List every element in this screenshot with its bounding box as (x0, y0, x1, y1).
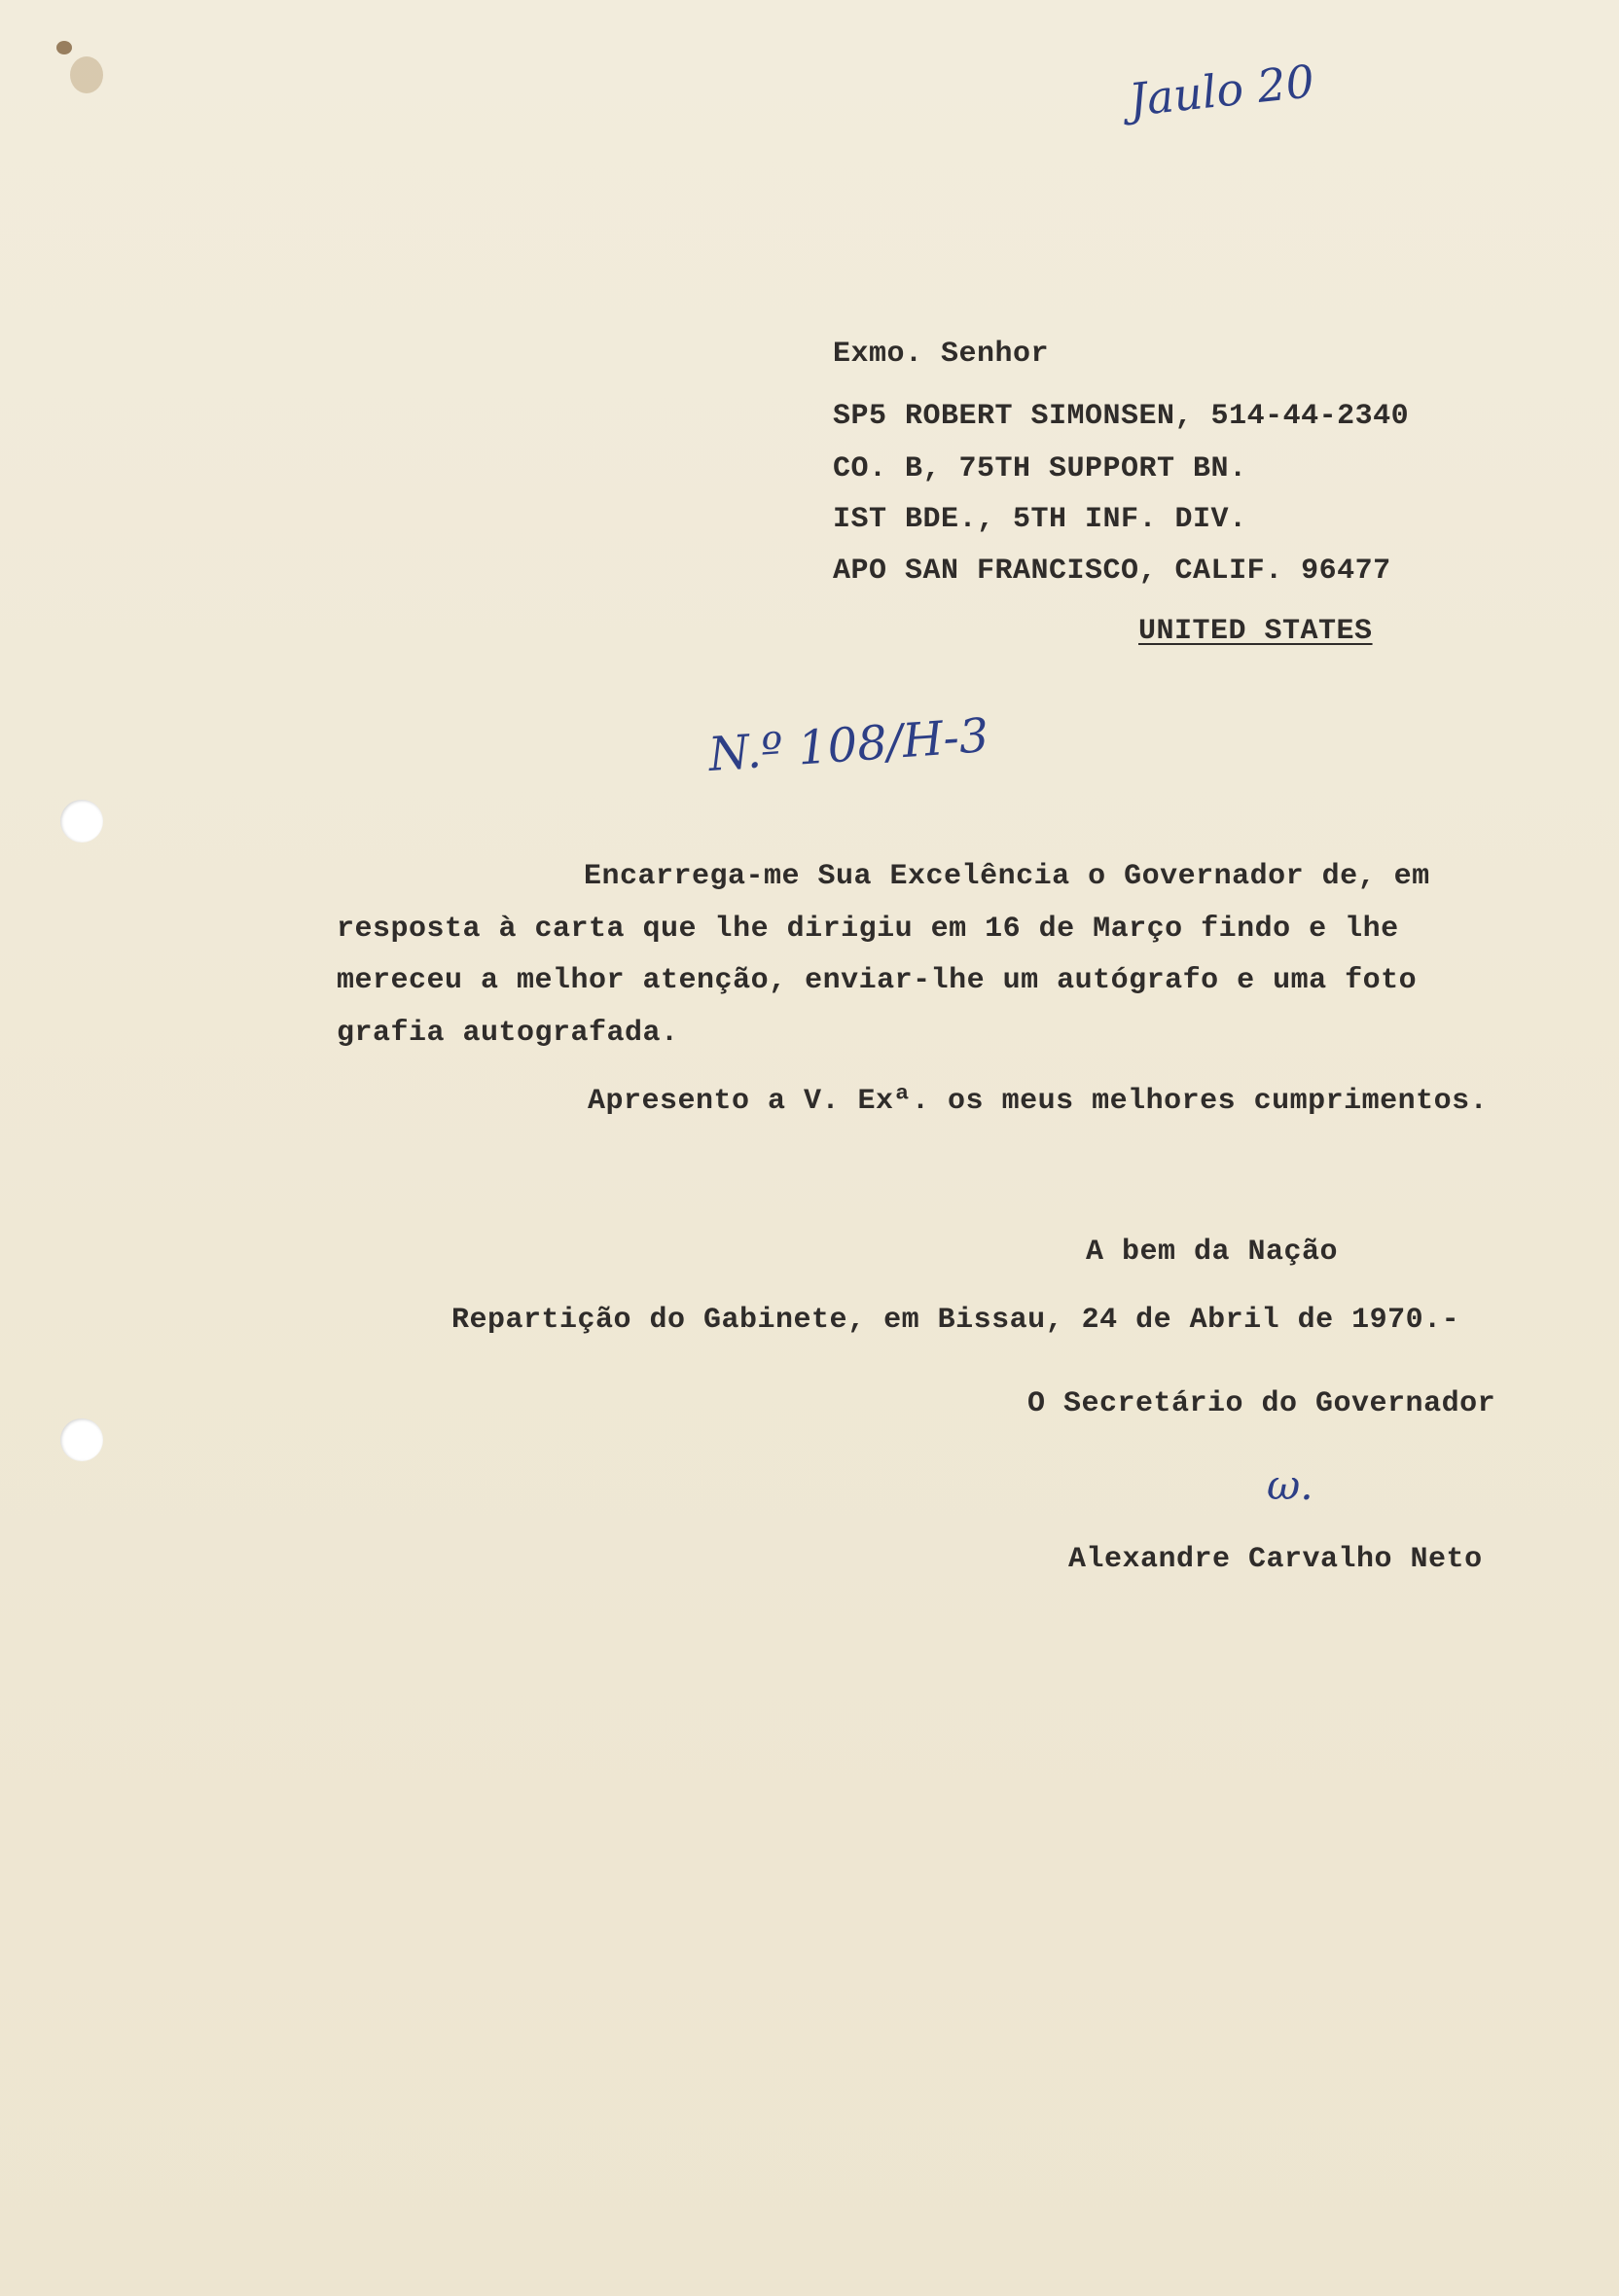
paper-stain (56, 41, 72, 54)
handwritten-annotation-top: Jaulo 20 (1126, 54, 1317, 126)
motto: A bem da Nação (1086, 1236, 1339, 1269)
address-line-3: IST BDE., 5TH INF. DIV. (833, 503, 1247, 536)
body-line-4: grafia autografada. (337, 1017, 679, 1050)
signatory-title: O Secretário do Governador (1027, 1387, 1496, 1420)
punch-hole-bottom (60, 1418, 103, 1461)
salutation: Exmo. Senhor (833, 338, 1050, 371)
handwritten-signature: ω. (1267, 1461, 1313, 1509)
body-line-3: mereceu a melhor atenção, enviar-lhe um autógrafo e uma foto (337, 964, 1418, 997)
paper-stain (70, 56, 103, 93)
body-line-1: Encarrega-me Sua Excelência o Governador de, em (584, 860, 1430, 893)
place-date: Repartição do Gabinete, em Bissau, 24 de Abril de 1970.- (451, 1304, 1460, 1337)
punch-hole-top (60, 800, 103, 843)
address-line-2: CO. B, 75TH SUPPORT BN. (833, 452, 1247, 485)
handwritten-reference-number: N.º 108/H-3 (706, 708, 991, 782)
signatory-name: Alexandre Carvalho Neto (1068, 1543, 1483, 1576)
address-line-4: APO SAN FRANCISCO, CALIF. 96477 (833, 555, 1391, 588)
address-country: UNITED STATES (1138, 615, 1373, 648)
body-line-2: resposta à carta que lhe dirigiu em 16 de Março findo e lhe (337, 913, 1399, 946)
address-line-1: SP5 ROBERT SIMONSEN, 514-44-2340 (833, 400, 1410, 433)
closing-line: Apresento a V. Exª. os meus melhores cumprimentos. (588, 1085, 1489, 1118)
